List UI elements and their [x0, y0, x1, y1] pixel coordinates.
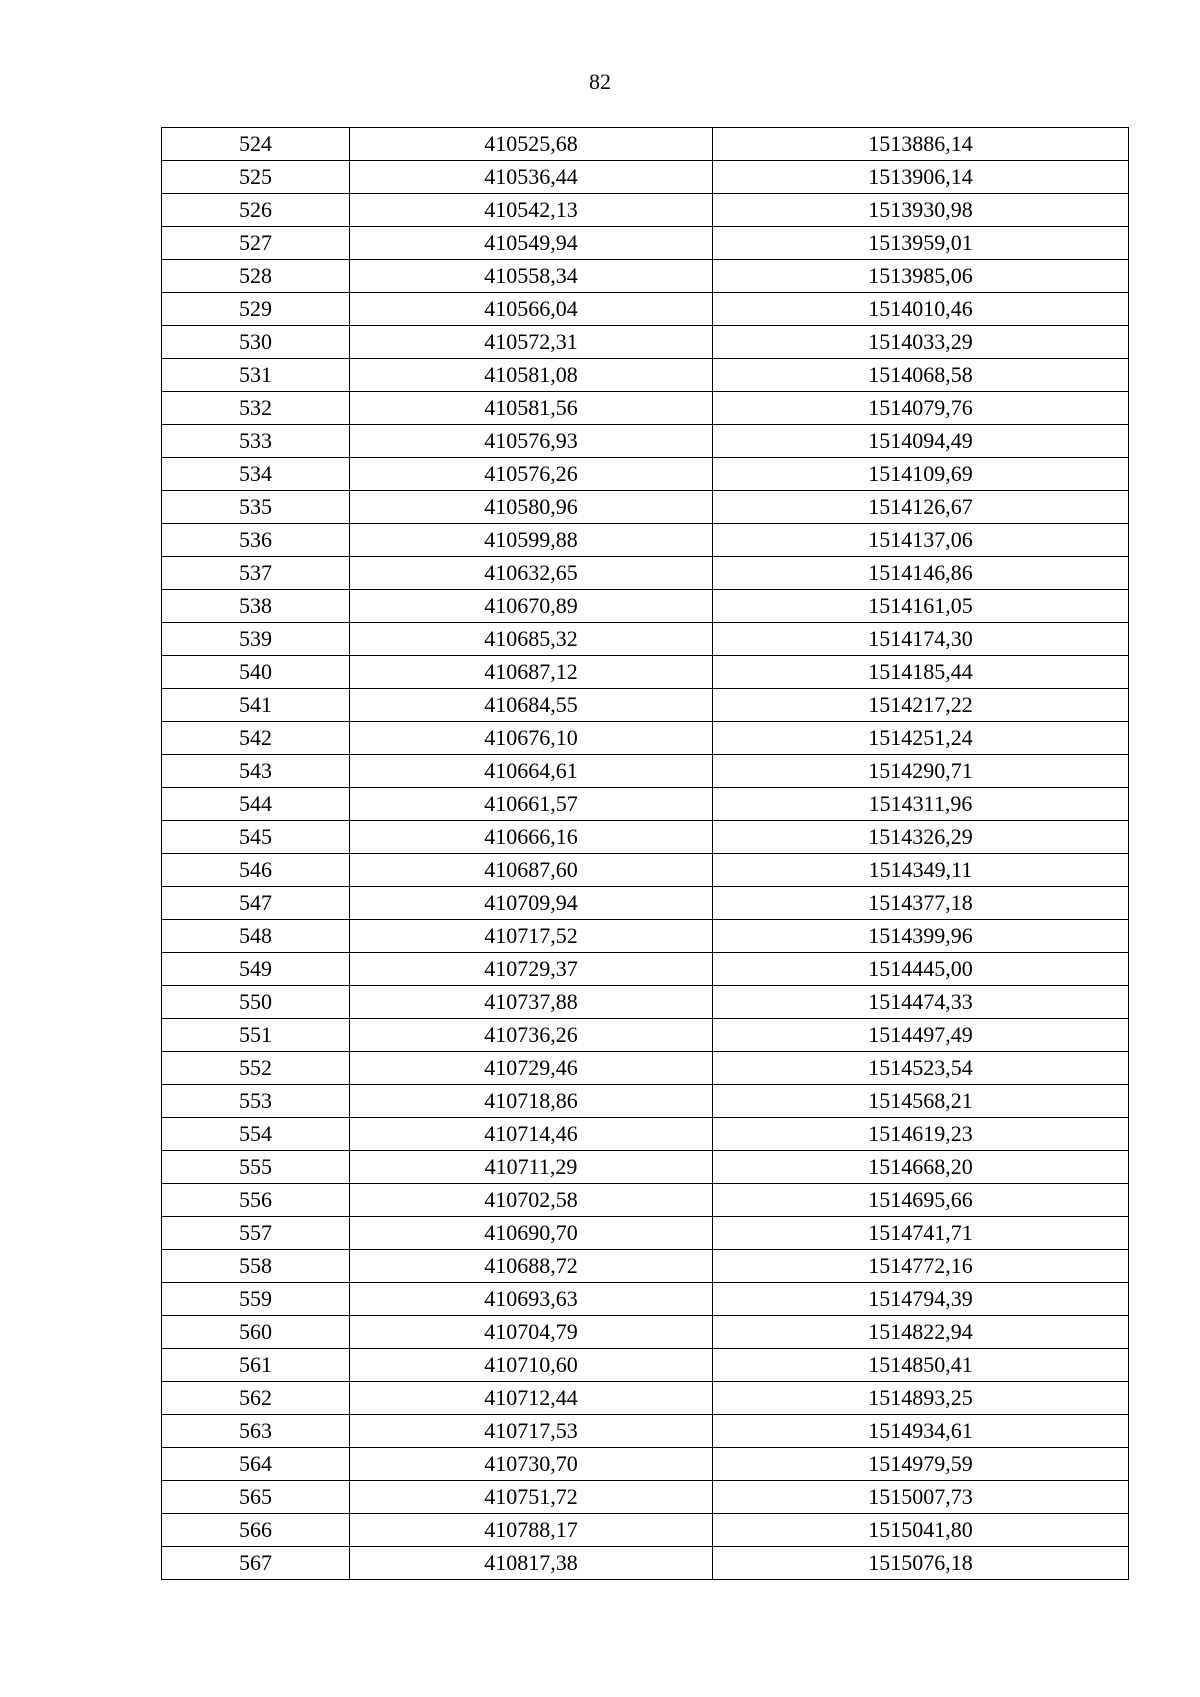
- y-coordinate-cell: 1513886,14: [713, 128, 1129, 161]
- y-coordinate-cell: 1513959,01: [713, 227, 1129, 260]
- point-number-cell: 567: [162, 1547, 350, 1580]
- x-coordinate-cell: 410736,26: [350, 1019, 713, 1052]
- x-coordinate-cell: 410687,60: [350, 854, 713, 887]
- y-coordinate-cell: 1514399,96: [713, 920, 1129, 953]
- table-row: [162, 1217, 1129, 1250]
- y-coordinate-cell: 1514079,76: [713, 392, 1129, 425]
- y-coordinate-cell: 1514893,25: [713, 1382, 1129, 1415]
- point-number-cell: 531: [162, 359, 350, 392]
- y-coordinate-cell: 1514822,94: [713, 1316, 1129, 1349]
- point-number-cell: 538: [162, 590, 350, 623]
- x-coordinate-cell: 410711,29: [350, 1151, 713, 1184]
- table-row: [162, 986, 1129, 1019]
- y-coordinate-cell: 1514109,69: [713, 458, 1129, 491]
- point-number-cell: 527: [162, 227, 350, 260]
- table-row: [162, 524, 1129, 557]
- point-number-cell: 556: [162, 1184, 350, 1217]
- x-coordinate-cell: 410566,04: [350, 293, 713, 326]
- point-number-cell: 553: [162, 1085, 350, 1118]
- y-coordinate-cell: 1514251,24: [713, 722, 1129, 755]
- point-number-cell: 536: [162, 524, 350, 557]
- x-coordinate-cell: 410702,58: [350, 1184, 713, 1217]
- y-coordinate-cell: 1514474,33: [713, 986, 1129, 1019]
- x-coordinate-cell: 410580,96: [350, 491, 713, 524]
- point-number-cell: 542: [162, 722, 350, 755]
- point-number-cell: 543: [162, 755, 350, 788]
- x-coordinate-cell: 410714,46: [350, 1118, 713, 1151]
- point-number-cell: 541: [162, 689, 350, 722]
- x-coordinate-cell: 410717,52: [350, 920, 713, 953]
- point-number-cell: 560: [162, 1316, 350, 1349]
- x-coordinate-cell: 410751,72: [350, 1481, 713, 1514]
- y-coordinate-cell: 1514137,06: [713, 524, 1129, 557]
- y-coordinate-cell: 1513906,14: [713, 161, 1129, 194]
- x-coordinate-cell: 410525,68: [350, 128, 713, 161]
- x-coordinate-cell: 410599,88: [350, 524, 713, 557]
- x-coordinate-cell: 410729,46: [350, 1052, 713, 1085]
- point-number-cell: 555: [162, 1151, 350, 1184]
- point-number-cell: 563: [162, 1415, 350, 1448]
- x-coordinate-cell: 410704,79: [350, 1316, 713, 1349]
- point-number-cell: 550: [162, 986, 350, 1019]
- table-row: [162, 326, 1129, 359]
- y-coordinate-cell: 1514772,16: [713, 1250, 1129, 1283]
- y-coordinate-cell: 1514445,00: [713, 953, 1129, 986]
- table-row: [162, 557, 1129, 590]
- point-number-cell: 554: [162, 1118, 350, 1151]
- x-coordinate-cell: 410576,26: [350, 458, 713, 491]
- x-coordinate-cell: 410693,63: [350, 1283, 713, 1316]
- table-row: [162, 1382, 1129, 1415]
- coordinates-table: [161, 127, 1129, 1580]
- y-coordinate-cell: 1514794,39: [713, 1283, 1129, 1316]
- point-number-cell: 544: [162, 788, 350, 821]
- point-number-cell: 528: [162, 260, 350, 293]
- table-row: [162, 161, 1129, 194]
- table-row: [162, 425, 1129, 458]
- y-coordinate-cell: 1514174,30: [713, 623, 1129, 656]
- point-number-cell: 540: [162, 656, 350, 689]
- y-coordinate-cell: 1513985,06: [713, 260, 1129, 293]
- point-number-cell: 559: [162, 1283, 350, 1316]
- table-row: [162, 1019, 1129, 1052]
- x-coordinate-cell: 410788,17: [350, 1514, 713, 1547]
- x-coordinate-cell: 410576,93: [350, 425, 713, 458]
- table-row: [162, 1481, 1129, 1514]
- table-row: [162, 1415, 1129, 1448]
- table-row: [162, 755, 1129, 788]
- x-coordinate-cell: 410676,10: [350, 722, 713, 755]
- y-coordinate-cell: 1514161,05: [713, 590, 1129, 623]
- table-row: [162, 1316, 1129, 1349]
- y-coordinate-cell: 1514010,46: [713, 293, 1129, 326]
- y-coordinate-cell: 1514497,49: [713, 1019, 1129, 1052]
- x-coordinate-cell: 410737,88: [350, 986, 713, 1019]
- point-number-cell: 548: [162, 920, 350, 953]
- x-coordinate-cell: 410817,38: [350, 1547, 713, 1580]
- table-row: [162, 1448, 1129, 1481]
- y-coordinate-cell: 1514290,71: [713, 755, 1129, 788]
- point-number-cell: 562: [162, 1382, 350, 1415]
- y-coordinate-cell: 1514311,96: [713, 788, 1129, 821]
- point-number-cell: 552: [162, 1052, 350, 1085]
- y-coordinate-cell: 1515007,73: [713, 1481, 1129, 1514]
- x-coordinate-cell: 410549,94: [350, 227, 713, 260]
- table-row: [162, 887, 1129, 920]
- y-coordinate-cell: 1514377,18: [713, 887, 1129, 920]
- y-coordinate-cell: 1514349,11: [713, 854, 1129, 887]
- x-coordinate-cell: 410709,94: [350, 887, 713, 920]
- x-coordinate-cell: 410710,60: [350, 1349, 713, 1382]
- table-row: [162, 458, 1129, 491]
- point-number-cell: 558: [162, 1250, 350, 1283]
- y-coordinate-cell: 1514217,22: [713, 689, 1129, 722]
- y-coordinate-cell: 1513930,98: [713, 194, 1129, 227]
- x-coordinate-cell: 410581,56: [350, 392, 713, 425]
- point-number-cell: 532: [162, 392, 350, 425]
- x-coordinate-cell: 410712,44: [350, 1382, 713, 1415]
- x-coordinate-cell: 410690,70: [350, 1217, 713, 1250]
- x-coordinate-cell: 410664,61: [350, 755, 713, 788]
- x-coordinate-cell: 410684,55: [350, 689, 713, 722]
- y-coordinate-cell: 1514850,41: [713, 1349, 1129, 1382]
- y-coordinate-cell: 1515041,80: [713, 1514, 1129, 1547]
- y-coordinate-cell: 1514126,67: [713, 491, 1129, 524]
- table-row: [162, 590, 1129, 623]
- y-coordinate-cell: 1514934,61: [713, 1415, 1129, 1448]
- y-coordinate-cell: 1514668,20: [713, 1151, 1129, 1184]
- point-number-cell: 533: [162, 425, 350, 458]
- y-coordinate-cell: 1514094,49: [713, 425, 1129, 458]
- table-row: [162, 491, 1129, 524]
- point-number-cell: 526: [162, 194, 350, 227]
- table-row: [162, 128, 1129, 161]
- table-row: [162, 788, 1129, 821]
- table-row: [162, 1052, 1129, 1085]
- x-coordinate-cell: 410666,16: [350, 821, 713, 854]
- table-row: [162, 293, 1129, 326]
- table-row: [162, 1184, 1129, 1217]
- y-coordinate-cell: 1514619,23: [713, 1118, 1129, 1151]
- x-coordinate-cell: 410670,89: [350, 590, 713, 623]
- table-row: [162, 854, 1129, 887]
- table-row: [162, 194, 1129, 227]
- page-number: 82: [589, 69, 611, 94]
- table-row: [162, 689, 1129, 722]
- x-coordinate-cell: 410661,57: [350, 788, 713, 821]
- point-number-cell: 530: [162, 326, 350, 359]
- table-row: [162, 227, 1129, 260]
- table-row: [162, 722, 1129, 755]
- table-row: [162, 623, 1129, 656]
- point-number-cell: 566: [162, 1514, 350, 1547]
- table-row: [162, 1514, 1129, 1547]
- x-coordinate-cell: 410536,44: [350, 161, 713, 194]
- table-row: [162, 392, 1129, 425]
- point-number-cell: 557: [162, 1217, 350, 1250]
- point-number-cell: 565: [162, 1481, 350, 1514]
- y-coordinate-cell: 1514568,21: [713, 1085, 1129, 1118]
- table-row: [162, 953, 1129, 986]
- point-number-cell: 547: [162, 887, 350, 920]
- y-coordinate-cell: 1514326,29: [713, 821, 1129, 854]
- x-coordinate-cell: 410718,86: [350, 1085, 713, 1118]
- x-coordinate-cell: 410685,32: [350, 623, 713, 656]
- y-coordinate-cell: 1514068,58: [713, 359, 1129, 392]
- y-coordinate-cell: 1514523,54: [713, 1052, 1129, 1085]
- point-number-cell: 539: [162, 623, 350, 656]
- point-number-cell: 525: [162, 161, 350, 194]
- point-number-cell: 545: [162, 821, 350, 854]
- x-coordinate-cell: 410730,70: [350, 1448, 713, 1481]
- y-coordinate-cell: 1514979,59: [713, 1448, 1129, 1481]
- y-coordinate-cell: 1514146,86: [713, 557, 1129, 590]
- y-coordinate-cell: 1514033,29: [713, 326, 1129, 359]
- x-coordinate-cell: 410688,72: [350, 1250, 713, 1283]
- x-coordinate-cell: 410581,08: [350, 359, 713, 392]
- point-number-cell: 549: [162, 953, 350, 986]
- point-number-cell: 535: [162, 491, 350, 524]
- table-row: [162, 1085, 1129, 1118]
- point-number-cell: 534: [162, 458, 350, 491]
- x-coordinate-cell: 410632,65: [350, 557, 713, 590]
- point-number-cell: 564: [162, 1448, 350, 1481]
- x-coordinate-cell: 410572,31: [350, 326, 713, 359]
- y-coordinate-cell: 1514185,44: [713, 656, 1129, 689]
- table-row: [162, 1547, 1129, 1580]
- table-row: [162, 821, 1129, 854]
- x-coordinate-cell: 410542,13: [350, 194, 713, 227]
- table-row: [162, 359, 1129, 392]
- table-row: [162, 920, 1129, 953]
- point-number-cell: 537: [162, 557, 350, 590]
- table-row: [162, 1283, 1129, 1316]
- coordinates-table-body: [162, 128, 1129, 1580]
- x-coordinate-cell: 410717,53: [350, 1415, 713, 1448]
- table-row: [162, 1250, 1129, 1283]
- point-number-cell: 551: [162, 1019, 350, 1052]
- table-row: [162, 260, 1129, 293]
- table-row: [162, 1151, 1129, 1184]
- x-coordinate-cell: 410729,37: [350, 953, 713, 986]
- point-number-cell: 546: [162, 854, 350, 887]
- y-coordinate-cell: 1515076,18: [713, 1547, 1129, 1580]
- table-row: [162, 656, 1129, 689]
- x-coordinate-cell: 410558,34: [350, 260, 713, 293]
- table-row: [162, 1349, 1129, 1382]
- point-number-cell: 561: [162, 1349, 350, 1382]
- point-number-cell: 524: [162, 128, 350, 161]
- table-row: [162, 1118, 1129, 1151]
- x-coordinate-cell: 410687,12: [350, 656, 713, 689]
- point-number-cell: 529: [162, 293, 350, 326]
- y-coordinate-cell: 1514741,71: [713, 1217, 1129, 1250]
- y-coordinate-cell: 1514695,66: [713, 1184, 1129, 1217]
